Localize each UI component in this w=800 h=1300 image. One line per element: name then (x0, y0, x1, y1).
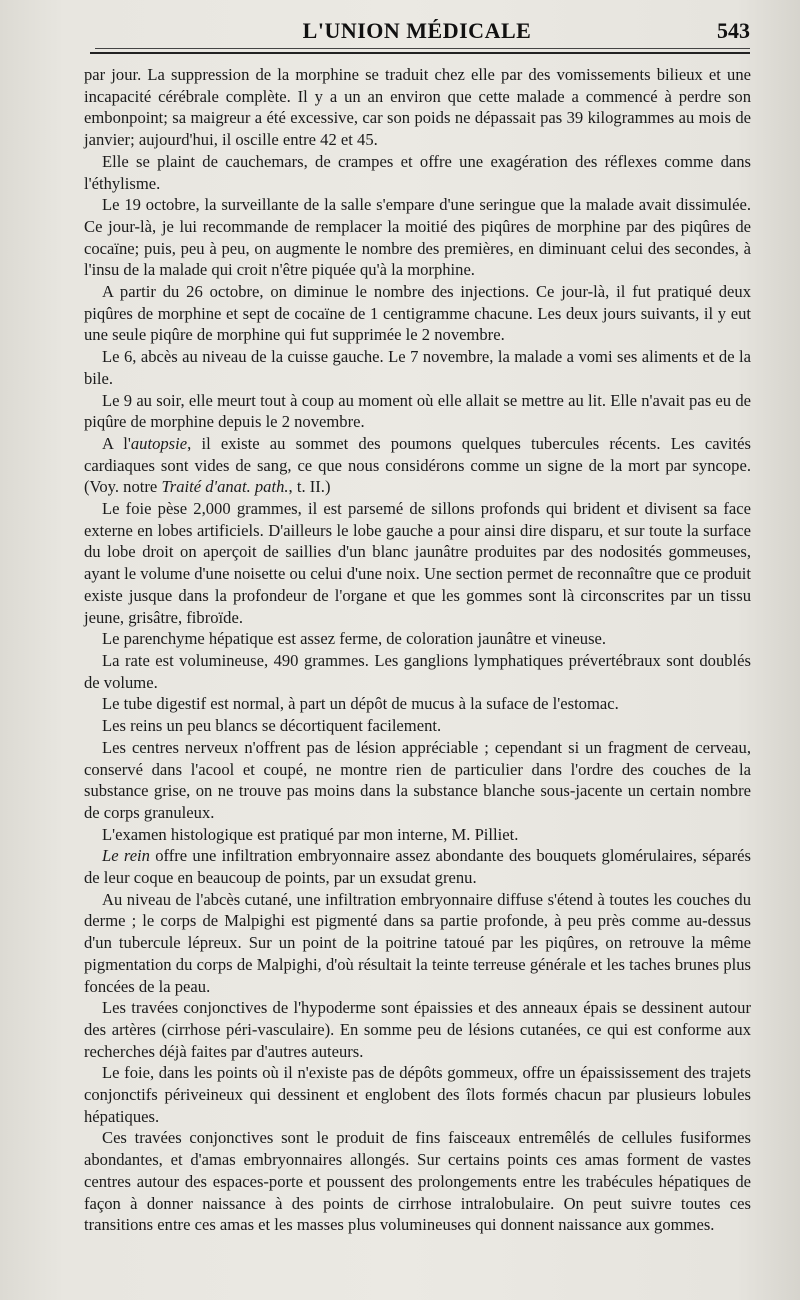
page-number: 543 (717, 18, 750, 43)
paragraph: Le 6, abcès au niveau de la cuisse gauche. Le 7 novembre, la malade a vomi ses aliments et de la bile. (84, 347, 751, 388)
header-rule-thin (95, 48, 750, 49)
paragraph: Le foie, dans les points où il n'existe pas de dépôts gommeux, offre un épaississement des trajets conjonctifs périveineux qui dessinent et englobent des îlots formés chacun par plusieurs lobules hépatiques. (84, 1063, 751, 1126)
page-header (84, 18, 750, 48)
header-rule (90, 52, 750, 54)
paragraph: La rate est volumineuse, 490 grammes. Les ganglions lymphatiques prévertébraux sont doublés de volume. (84, 650, 751, 692)
paragraph: Au niveau de l'abcès cutané, une infiltration embryonnaire diffuse s'étend à toutes les couches du derme ; le corps de Malpighi est pigmenté dans sa partie profonde, à peu près comme au-dessus d'un tubercule lépreux. Sur un point de la poitrine tatoué par les piqûres, on retrouve la même pigmentation du corps de Malpighi, d'où résultait la teinte terreuse générale et les taches brunes plus foncées de la peau. (84, 889, 751, 996)
paragraph-text: , il existe au sommet des poumons quelques tubercules récents. Les cavités cardiaques sont vides de sang, ce que nous considérons comme un signe de la mort par syncope. (Voy. notre (84, 433, 751, 497)
paragraph: Le tube digestif est normal, à part un dépôt de mucus à la suface de l'estomac. (102, 694, 619, 714)
paragraph: A partir du 26 octobre, on diminue le nombre des injections. Ce jour-là, il fut pratiqué deux piqûres de morphine et sept de cocaïne de 1 centigramme chacune. Les deux jours suivants, il y eut une seule piqûre de morphine qui fut supprimée le 2 novembre. (84, 282, 751, 345)
paragraph: Les reins un peu blancs se décortiquent facilement. (102, 716, 442, 736)
paragraph-rein (84, 845, 751, 888)
paragraph: L'examen histologique est pratiqué par mon interne, M. Pilliet. (102, 824, 519, 844)
paragraph: Les centres nerveux n'offrent pas de lésion appréciable ; cependant si un fragment de cerveau, conservé dans l'acool et coupé, ne montre rien de particulier dans l'ordre des couches de la substance grise, on ne trouve pas moins dans la substance blanche sous-jacente un certain nombre de corps granuleux. (84, 737, 751, 822)
paragraph-text: , t. II.) (288, 477, 331, 497)
paragraph: Le 9 au soir, elle meurt tout à coup au moment où elle allait se mettre au lit. Elle n'avait pas eu de piqûre de morphine depuis le 2 novembre. (84, 390, 751, 432)
italic-term: Le rein (102, 846, 150, 866)
italic-term: autopsie (130, 433, 188, 453)
paragraph-text: A l' (102, 433, 131, 453)
running-title: L'UNION MÉDICALE (302, 18, 532, 43)
article-body (84, 64, 751, 1236)
paragraph: Les travées conjonctives de l'hypoderme sont épaissies et des anneaux épais se dessinent autour des artères (cirrhose péri-vasculaire). En somme peu de lésions cutanées, ce qui est conforme aux recherches déjà faites par d'autres auteurs. (84, 998, 751, 1061)
paragraph-text: offre une infiltration embryonnaire assez abondante des bouquets glomérulaires, séparés de leur coque en beaucoup de points, par un exsudat grenu. (84, 846, 752, 888)
paragraph: Le parenchyme hépatique est assez ferme, de coloration jaunâtre et vineuse. (102, 629, 607, 649)
italic-reference: Traité d'anat. path. (161, 477, 289, 497)
paragraph: Le foie pèse 2,000 grammes, il est parsemé de sillons profonds qui brident et divisent sa face externe en lobes artificiels. D'ailleurs le lobe gauche a pour ainsi dire disparu, et sur toute la surface du lobe droit on aperçoit de saillies d'un blanc jaunâtre produites par des nodosités gommeuses, ayant le volume d'une noisette ou celui d'une noix. Une section permet de reconnaître que ce produit existe jusque dans la profondeur de l'organe et que les gommes sont là circonscrites par un tissu jeune, grisâtre, fibroïde. (84, 499, 751, 627)
paragraph: Ces travées conjonctives sont le produit de fins faisceaux entremêlés de cellules fusiformes abondantes, et d'amas embryonnaires allongés. Sur certains points ces amas forment de vastes centres autour des espaces-porte et poussent des prolongements entre les trabécules hépatiques de façon à donner naissance à des points de cirrhose intralobulaire. On peut suivre toutes ces transitions entre ces amas et les masses plus volumineuses qui donnent naissance aux gommes. (84, 1128, 751, 1235)
paragraph: Elle se plaint de cauchemars, de crampes et offre une exagération des réflexes comme dans l'éthylisme. (84, 151, 751, 193)
paragraph: par jour. La suppression de la morphine se traduit chez elle par des vomissements bilieux et une incapacité cérébrale complète. Il y a un an environ que cette malade a commencé à perdre son embonpoint; sa maigreur a été excessive, car son poids ne dépassait pas 39 kilogrammes au mois de janvier; aujourd'hui, il oscille entre 42 et 45. (84, 65, 751, 150)
paragraph-autopsie (84, 433, 751, 498)
paragraph: Le 19 octobre, la surveillante de la salle s'empare d'une seringue que la malade avait dissimulée. Ce jour-là, je lui recommande de remplacer la moitié des piqûres de morphine par des piqûres de cocaïne; puis, peu à peu, on augmente le nombre des premières, en diminuant celui des secondes, à l'insu de la malade qui croit n'être piquée qu'à la morphine. (84, 195, 751, 280)
